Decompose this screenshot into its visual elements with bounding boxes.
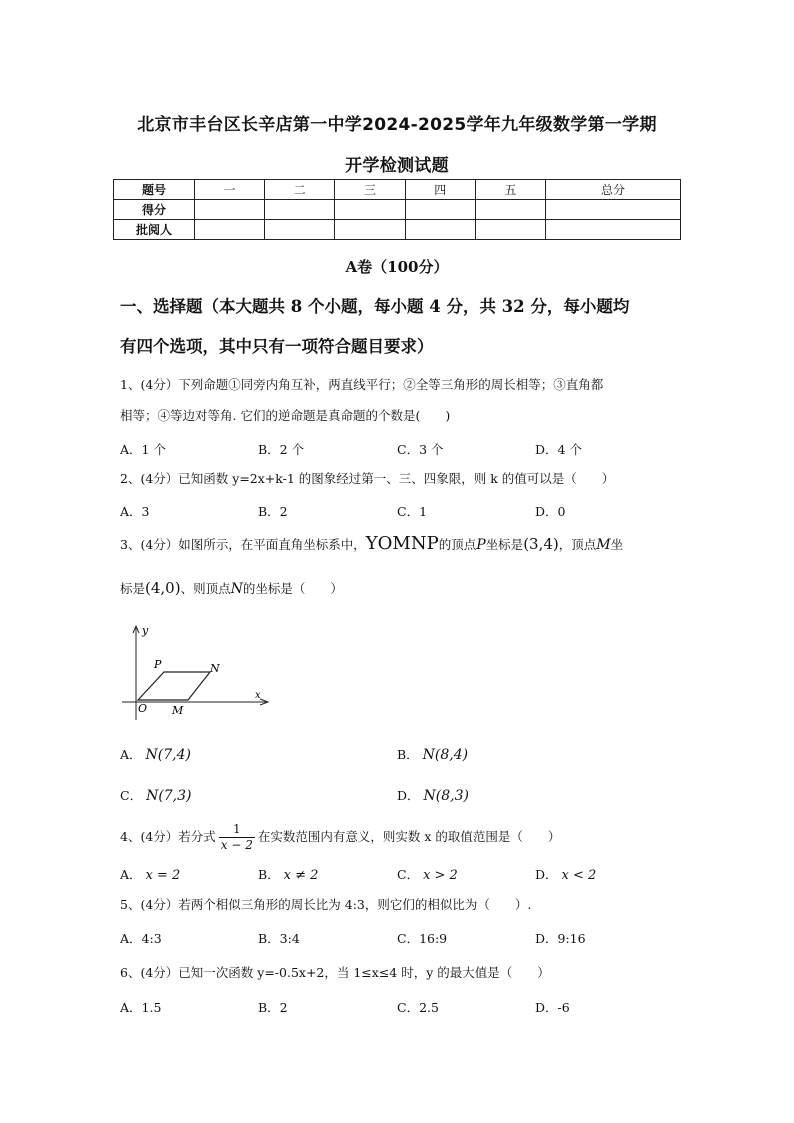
q1-stem-line1: 1、(4分）下列命题①同旁内角互补，两直线平行；②全等三角形的周长相等；③直角都: [120, 377, 604, 392]
option-math: x = 2: [145, 868, 181, 883]
q3-point-n: N: [230, 581, 243, 597]
score-header-cell: 三: [335, 180, 405, 200]
option-math: N(8,4): [422, 747, 469, 763]
option-letter: C．: [397, 867, 420, 882]
q5-option-b: B．3:4: [258, 931, 300, 946]
q5-stem-line1: 5、(4分）若两个相似三角形的周长比为 4:3，则它们的相似比为（ ）.: [120, 897, 532, 912]
y-label: y: [142, 624, 149, 637]
exam-title-line1: 北京市丰台区长辛店第一中学2024-2025学年九年级数学第一学期: [137, 115, 657, 135]
point-n-label: N: [210, 662, 220, 675]
score-cell: [335, 200, 405, 220]
exam-title-line2: 开学检测试题: [345, 156, 449, 176]
q3-text: 的坐标是（ ）: [242, 581, 343, 596]
q4-option-a: [120, 865, 180, 883]
q3-text: 的顶点: [438, 537, 477, 552]
score-cell: [265, 200, 335, 220]
option-letter: C．: [120, 788, 143, 803]
q4-stem: [120, 818, 560, 856]
q2-option-c: C．1: [397, 504, 428, 519]
q2-option-a: A．3: [120, 504, 150, 519]
q4-fraction: [219, 822, 255, 853]
q5-option-c: C．16:9: [397, 931, 448, 946]
q1-option-b: B．2 个: [258, 442, 305, 457]
option-letter: A．: [120, 867, 142, 882]
q2-stem-line1: 2、(4分）已知函数 y=2x+k-1 的图象经过第一、三、四象限，则 k 的值可以是（ ）: [120, 471, 615, 486]
reviewer-cell: [546, 220, 681, 240]
q3-text: 坐标是: [485, 537, 524, 552]
point-p-label: P: [154, 658, 162, 671]
reviewer-row-label: 批阅人: [114, 220, 195, 240]
q3-point-m: M: [596, 537, 611, 553]
score-cell: [405, 200, 475, 220]
q6-option-a: A．1.5: [120, 1000, 162, 1015]
q3-text: 坐: [610, 537, 624, 552]
option-math: N(7,4): [145, 747, 191, 763]
q6-option-d: D．-6: [535, 1000, 570, 1015]
q3-point-p: P: [476, 537, 486, 553]
q1-option-a: A．1 个: [120, 442, 166, 457]
option-math: x ≠ 2: [283, 868, 319, 883]
reviewer-cell: [195, 220, 265, 240]
reviewer-cell: [265, 220, 335, 240]
q3-text: ，顶点: [558, 537, 597, 552]
score-header-cell: 题号: [114, 180, 195, 200]
score-header-cell: 四: [405, 180, 475, 200]
option-letter: B．: [258, 867, 280, 882]
parallelogram-omnp: [138, 672, 210, 700]
q3-text: 、则顶点: [180, 581, 231, 596]
q3-stem-line2: [120, 580, 343, 597]
q3-option-a: [120, 745, 191, 763]
reviewer-cell: [335, 220, 405, 240]
q3-parallelogram-symbol: YOMNP: [365, 533, 439, 554]
option-math: N(8,3): [423, 788, 469, 804]
option-math: N(7,3): [146, 788, 192, 804]
q4-option-d: [535, 865, 596, 883]
q2-option-b: B．2: [258, 504, 288, 519]
section-a-heading: A卷（100分）: [345, 258, 449, 276]
part1-heading-line2: 有四个选项，其中只有一项符合题目要求）: [120, 337, 434, 356]
fraction-numerator: 1: [219, 822, 255, 838]
score-table-header-row: [114, 180, 681, 200]
option-letter: B．: [397, 747, 419, 762]
option-letter: D．: [397, 788, 420, 803]
fraction-denominator: x − 2: [220, 838, 253, 852]
part1-heading-line1: 一、选择题（本大题共 8 个小题，每小题 4 分，共 32 分，每小题均: [120, 297, 630, 316]
score-header-cell: 总分: [546, 180, 681, 200]
q1-option-d: D．4 个: [535, 442, 582, 457]
q3-coordinate-figure: [118, 622, 278, 722]
score-header-cell: 二: [265, 180, 335, 200]
q1-option-c: C．3 个: [397, 442, 444, 457]
q3-text: 3、(4分）如图所示，在平面直角坐标系中，: [120, 537, 366, 552]
origin-label: O: [138, 702, 148, 715]
score-row: [114, 200, 681, 220]
q3-coord-p: (3,4): [523, 535, 559, 553]
score-cell: [546, 200, 681, 220]
score-header-cell: 一: [195, 180, 265, 200]
q3-coord-m: (4,0): [145, 579, 181, 597]
q3-stem-line1: [120, 533, 624, 554]
reviewer-row: [114, 220, 681, 240]
q4-text: 在实数范围内有意义，则实数 x 的取值范围是（ ）: [257, 829, 561, 844]
q4-option-c: [397, 865, 458, 883]
score-cell: [195, 200, 265, 220]
q3-option-c: [120, 786, 192, 804]
q1-stem-line2: 相等；④等边对等角. 它们的逆命题是真命题的个数是( ): [120, 408, 451, 423]
q3-option-d: [397, 786, 469, 804]
q5-option-d: D．9:16: [535, 931, 586, 946]
option-letter: A．: [120, 747, 142, 762]
reviewer-cell: [475, 220, 545, 240]
reviewer-cell: [405, 220, 475, 240]
q2-option-d: D．0: [535, 504, 566, 519]
score-row-label: 得分: [114, 200, 195, 220]
x-label: x: [255, 690, 261, 701]
q6-stem-line1: 6、(4分）已知一次函数 y=-0.5x+2，当 1≤x≤4 时，y 的最大值是（ ）: [120, 965, 550, 980]
q5-option-a: A．4:3: [120, 931, 162, 946]
q4-option-b: [258, 865, 318, 883]
score-header-cell: 五: [475, 180, 545, 200]
option-math: x > 2: [423, 868, 458, 883]
point-m-label: M: [172, 704, 184, 717]
score-cell: [475, 200, 545, 220]
score-table: [113, 179, 681, 240]
option-math: x < 2: [561, 868, 597, 883]
q3-text: 标是: [120, 581, 146, 596]
q3-option-b: [397, 745, 468, 763]
q6-option-c: C．2.5: [397, 1000, 439, 1015]
option-letter: D．: [535, 867, 558, 882]
q6-option-b: B．2: [258, 1000, 288, 1015]
q4-text: 4、(4分）若分式: [120, 829, 216, 844]
